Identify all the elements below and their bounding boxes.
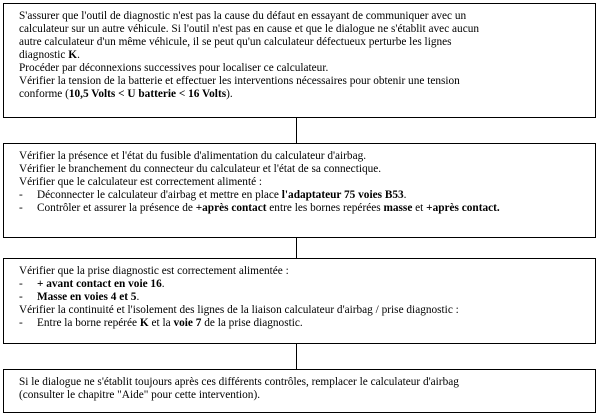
flow-connector-2: [296, 238, 297, 258]
box2-line3: Vérifier que le calculateur est correctement alimenté :: [19, 176, 263, 188]
box3-bullet1: - + avant contact en voie 16.: [19, 278, 165, 290]
box1-line3: autre calculateur d'un même véhicule, il se peut qu'un calculateur défectueux perturbe les lignes: [19, 36, 452, 48]
line-k-label: K: [68, 49, 78, 61]
bullet-dash: -: [19, 291, 23, 303]
box2-line2: Vérifier le branchement du connecteur du calculateur et l'état de sa connectique.: [19, 163, 382, 175]
box3-bullet2: - Masse en voies 4 et 5.: [19, 291, 140, 303]
box4-line1: Si le dialogue ne s'établit toujours après ces différents contrôles, remplacer le calculateur d'airbag: [19, 376, 459, 388]
box1-line4: diagnostic K.: [19, 49, 80, 61]
check-diagnostic-tool-box: [3, 3, 596, 118]
box1-line6: Vérifier la tension de la batterie et effectuer les interventions nécessaires pour obtenir une tension: [19, 75, 460, 87]
box2-line1: Vérifier la présence et l'état du fusible d'alimentation du calculateur d'airbag.: [19, 150, 367, 162]
box1-line1: S'assurer que l'outil de diagnostic n'est pas la cause du défaut en essayant de communiquer avec un: [19, 10, 467, 22]
box4-line2: (consulter le chapitre "Aide" pour cette intervention).: [19, 389, 261, 401]
check-power-supply-box: [3, 143, 596, 238]
box1-line5: Procéder par déconnexions successives pour localiser ce calculateur.: [19, 62, 329, 74]
bullet-dash: -: [19, 202, 23, 214]
flow-connector-3: [296, 344, 297, 369]
voltage-range: 10,5 Volts < U batterie < 16 Volts: [68, 88, 227, 100]
box1-line7: conforme (10,5 Volts < U batterie < 16 Volts).: [19, 88, 233, 100]
box1-line2: calculateur sur un autre véhicule. Si l'outil n'est pas en cause et que le dialogue ne s'établit avec aucun: [19, 23, 480, 35]
box3-line1: Vérifier que la prise diagnostic est correctement alimentée :: [19, 265, 289, 277]
bullet-dash: -: [19, 189, 23, 201]
flow-connector-1: [296, 118, 297, 143]
bullet-dash: -: [19, 278, 23, 290]
box3-line2: Vérifier la continuité et l'isolement des lignes de la liaison calculateur d'airbag / prise diagnostic :: [19, 304, 459, 316]
replace-computer-box: [3, 369, 596, 413]
box2-bullet2: - Contrôler et assurer la présence de +après contact entre les bornes repérées masse et +après contact.: [19, 202, 500, 214]
bullet-dash: -: [19, 317, 23, 329]
box2-bullet1: - Déconnecter le calculateur d'airbag et mettre en place l'adaptateur 75 voies B53.: [19, 189, 407, 201]
adapter-label: l'adaptateur 75 voies B53: [281, 189, 404, 201]
check-diagnostic-socket-box: [3, 258, 596, 344]
box3-bullet3: - Entre la borne repérée K et la voie 7 de la prise diagnostic.: [19, 317, 303, 329]
